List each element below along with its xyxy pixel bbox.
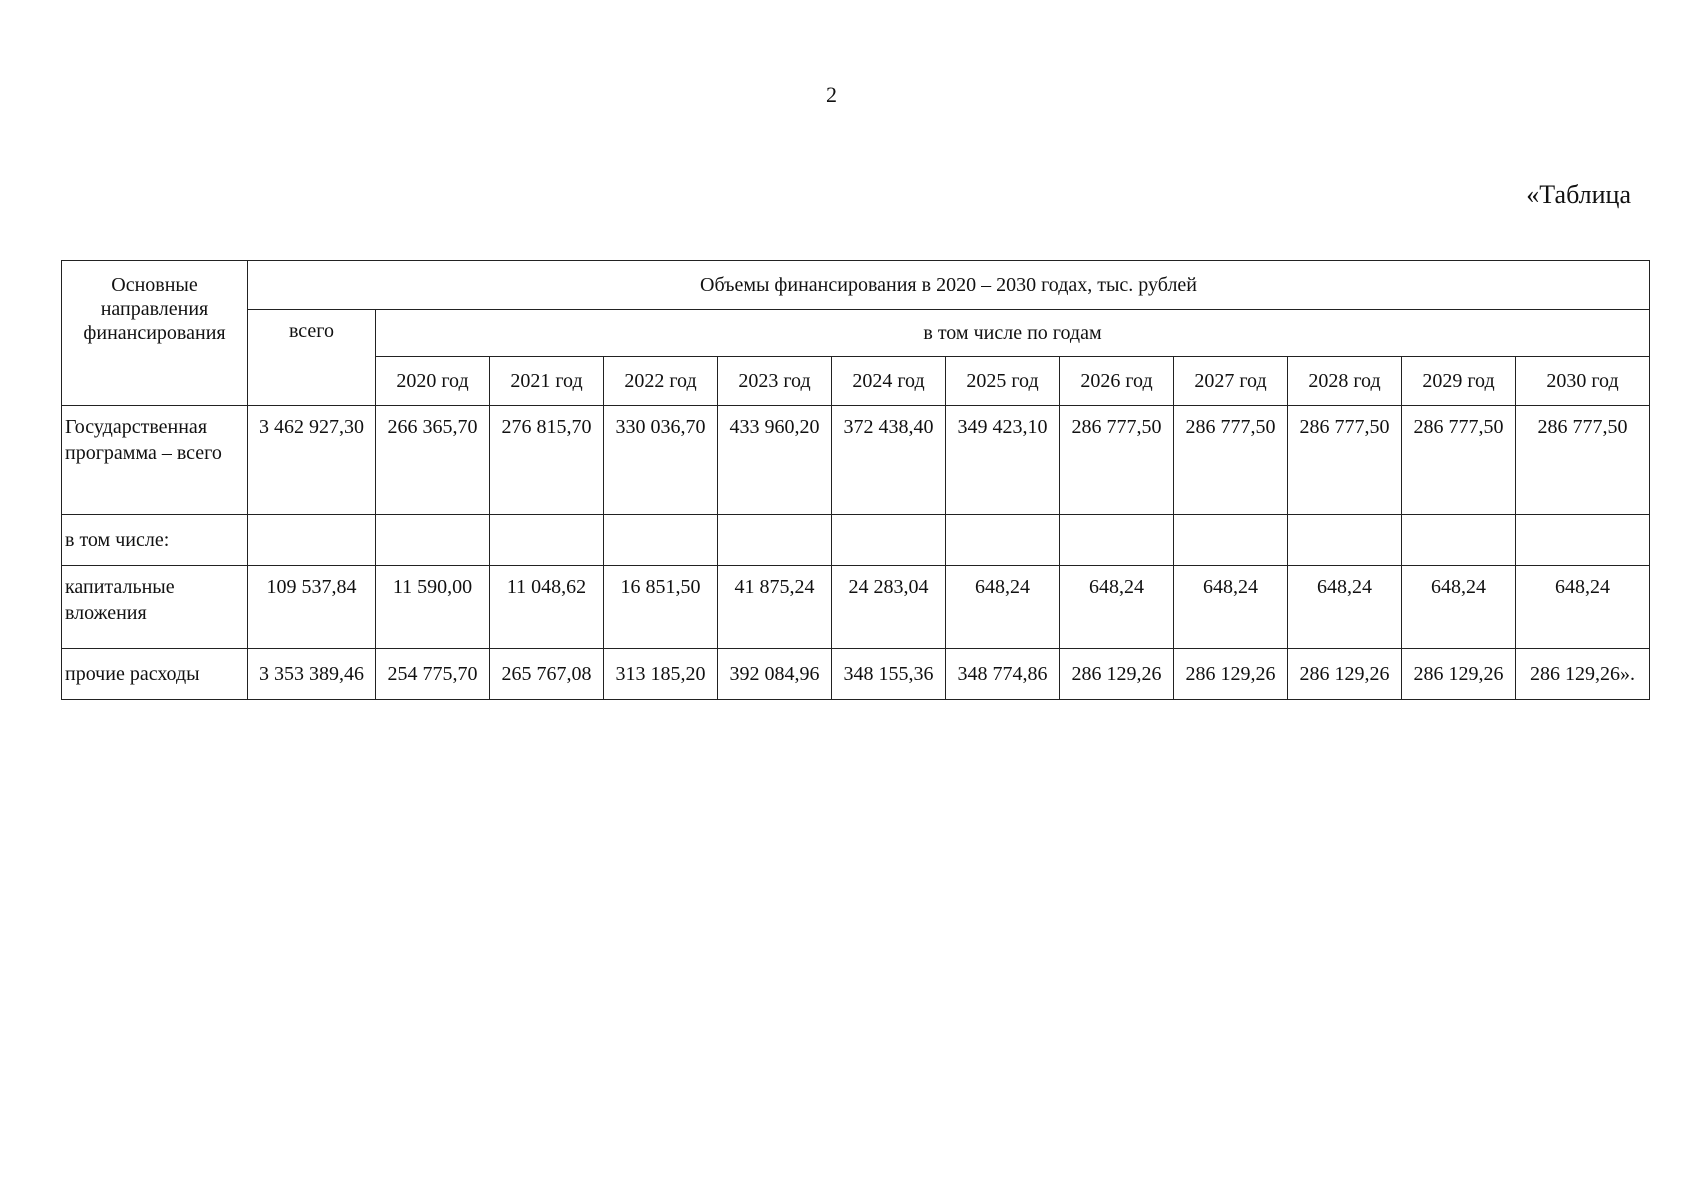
row-value (832, 515, 946, 566)
year-header: 2023 год (718, 357, 832, 406)
row-value: 11 590,00 (376, 566, 490, 649)
row-value: 648,24 (946, 566, 1060, 649)
row-value: 392 084,96 (718, 649, 832, 700)
row-name: прочие расходы (62, 649, 248, 700)
table-row (62, 566, 1650, 649)
page-number: 2 (826, 82, 837, 107)
row-name: Государственная программа – всего (62, 406, 248, 515)
row-value: 286 777,50 (1402, 406, 1516, 515)
row-value: 348 774,86 (946, 649, 1060, 700)
row-value: 11 048,62 (490, 566, 604, 649)
header-total: всего (248, 310, 376, 406)
row-total: 109 537,84 (248, 566, 376, 649)
year-header: 2020 год (376, 357, 490, 406)
year-header: 2022 год (604, 357, 718, 406)
row-total: 3 462 927,30 (248, 406, 376, 515)
year-header: 2030 год (1516, 357, 1650, 406)
year-header: 2028 год (1288, 357, 1402, 406)
table-row (62, 649, 1650, 700)
financing-table (61, 260, 1650, 700)
row-value (1060, 515, 1174, 566)
row-total (248, 515, 376, 566)
header-row-sub (62, 310, 1650, 357)
row-value (1288, 515, 1402, 566)
row-value: 254 775,70 (376, 649, 490, 700)
row-name: в том числе: (62, 515, 248, 566)
row-value: 266 365,70 (376, 406, 490, 515)
row-value: 276 815,70 (490, 406, 604, 515)
row-value (1174, 515, 1288, 566)
row-value (946, 515, 1060, 566)
year-header: 2024 год (832, 357, 946, 406)
header-row-main (62, 261, 1650, 310)
row-value: 648,24 (1060, 566, 1174, 649)
table-row (62, 406, 1650, 515)
row-value (376, 515, 490, 566)
row-value: 286 777,50 (1516, 406, 1650, 515)
row-value: 286 777,50 (1060, 406, 1174, 515)
row-value: 16 851,50 (604, 566, 718, 649)
row-value: 286 777,50 (1174, 406, 1288, 515)
row-value (1516, 515, 1650, 566)
table-row (62, 515, 1650, 566)
row-value: 24 283,04 (832, 566, 946, 649)
row-name: капитальные вложения (62, 566, 248, 649)
row-value (604, 515, 718, 566)
row-value: 648,24 (1288, 566, 1402, 649)
row-value: 265 767,08 (490, 649, 604, 700)
row-value: 648,24 (1516, 566, 1650, 649)
row-value: 286 129,26 (1402, 649, 1516, 700)
year-header: 2029 год (1402, 357, 1516, 406)
header-financing-volumes: Объемы финансирования в 2020 – 2030 годах, тыс. рублей (248, 261, 1650, 310)
row-value: 648,24 (1402, 566, 1516, 649)
row-value: 41 875,24 (718, 566, 832, 649)
row-value: 286 129,26 (1060, 649, 1174, 700)
year-header: 2021 год (490, 357, 604, 406)
row-value: 313 185,20 (604, 649, 718, 700)
row-value (718, 515, 832, 566)
row-value (1402, 515, 1516, 566)
row-value (490, 515, 604, 566)
row-value: 286 777,50 (1288, 406, 1402, 515)
row-value: 286 129,26 (1174, 649, 1288, 700)
row-value: 349 423,10 (946, 406, 1060, 515)
row-total: 3 353 389,46 (248, 649, 376, 700)
table-caption: «Таблица (1526, 180, 1631, 209)
year-header: 2026 год (1060, 357, 1174, 406)
row-value: 286 129,26 (1288, 649, 1402, 700)
header-directions: Основные направления финансирования (62, 261, 248, 406)
row-value: 433 960,20 (718, 406, 832, 515)
row-value: 330 036,70 (604, 406, 718, 515)
year-header: 2027 год (1174, 357, 1288, 406)
row-value: 348 155,36 (832, 649, 946, 700)
row-value: 286 129,26». (1516, 649, 1650, 700)
row-value: 372 438,40 (832, 406, 946, 515)
row-value: 648,24 (1174, 566, 1288, 649)
year-header: 2025 год (946, 357, 1060, 406)
header-by-years: в том числе по годам (376, 310, 1650, 357)
